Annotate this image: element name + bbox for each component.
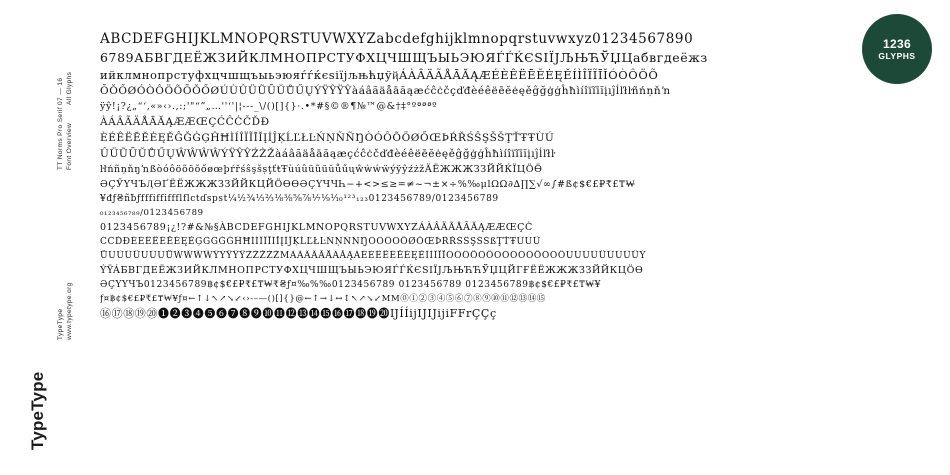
page-number-label: 07 — 16 All Glyphs xyxy=(57,71,73,105)
glyph-count-label: GLYPHS xyxy=(878,50,916,61)
glyph-line: ⑯⑰⑱⑲⑳❶❷❸❹❺❻❼❽❾❿⓫⓬⓭⓮⓯⓰⓱⓲⓳⓴ĲÍÍijIJIJijiFFrÇÇç xyxy=(100,307,497,320)
glyph-line: ¥đƒ₴ñƀƒfffiffiffflflctɗspst¼½¾⅓⅔⅛⅜⅝⅞⅐⅑⅒¹²³₁₂₃0123456789/0123456789 xyxy=(100,194,499,204)
glyph-line: ӘҪӲҮЧЪӅӘҐЁЁЖЖЖЗЗЙЙКЦЙӦӨӨӘҪҮЧЧҺ−+<>≤≥=≠~¬±×÷%‰μlΩΩ∂∆∏∑√∞∫#ß¢$€£₽₹£₸₩ xyxy=(100,179,636,190)
glyph-line: ŌŎŐØÓÒÔÖÕŌŎŐØÚÙÛÜŨŪŬŮŰŲÝŸŶŸŶàáâãäåāăąæćĉċčçďđèéêëēĕėęěĝğġģĥħìíîïĩīĭįıĵĺľłŀñńņňŉ xyxy=(100,85,671,97)
glyph-line: ÿŷ!¡?¿„“‘‚«»‹›.,:;'"“”„…''‘'|¦---_\/()[]{}·.•*#§©®¶№™@&†‡°ºªªªº xyxy=(100,101,438,112)
glyph-line: ƒ¤฿¢$€£₽₹£₸₩¥ƒ¤←↑↓↖↗↘↙‹›‐–—()[]{}@←↑→↓↔↕↖↗↘↙ММ⓪①②③④⑤⑥⑦⑧⑨⑩⑪⑫⑬⑭⑮ xyxy=(100,293,546,304)
glyph-line: ÀÁÂÃÄÅĀĂĄÆÆŒÇĆĈĊČĎĐ xyxy=(100,116,270,128)
glyph-line: 0123456789¡¿!?#&№§ÀBCDEFGHIJKLMNOPQRSTUVWXYZÁÀÂÄÃÅĀĂĄÆÆŒÇĊ xyxy=(100,221,533,233)
glyph-line: ABCDEFGHIJKLMNOPQRSTUVWXYZabcdefghijklmnopqrstuvwxyz01234567890 xyxy=(100,31,694,47)
glyph-line: ӘҪҮҮЧЪ0123456789฿¢$€£₽₹£₸₩₹₴ƒ¤‰%‰0123456789 0123456789 0123456789฿¢$€£₽₹£₸₩¥ xyxy=(100,279,601,290)
glyph-line: ŀłńñņňŋŉßòóôöõōŏőøœþŕřśŝşšșţťŧŦùúûüũūŭůűųŵẁẃẅýÿŷźżžÄЁЖЖЖЗЗЙЙЌЇЦӦӪ xyxy=(100,164,543,175)
glyph-line: 6789АБВГДЕЁЖЗИЙКЛМНОПРСТУФХЦЧШЩЪЫЬЭЮЯЃЃЌЄSІЇЈЉЊЋЎЏЦабвгдеёжз xyxy=(100,50,708,65)
sidebar xyxy=(0,0,96,475)
glyph-listing xyxy=(100,30,890,460)
website-label: TypeType www.typetype.org xyxy=(57,282,73,340)
glyph-line: ÈÉÊËĒĔĖĘĚĜĞĠĢĤĦÌÍÎÏĨĪĬĮİĴĶĹĽŁĿŃŅŇÑŊÒÓÔÕÖØŐŒÞŔŘŚŜŞŠŠŢŤŦŦÙÚ xyxy=(100,132,555,144)
font-name-label: TT Norms Pro Serif Font Overview xyxy=(57,106,73,170)
glyph-line: ÛÜŨŪŬŮŰŲŴŴŴŴÝŸŶŶŹŻŽàáâãäåāăąæçćĉċčďđèéêëēĕėęěĝğġģĥħìíîïĩīĭįıĵĺľłŀ xyxy=(100,148,555,160)
glyph-line: ₀₁₂₃₄₅₆₇₈₉/0123456789 xyxy=(100,208,204,218)
glyph-line: ĆČĎĐÈÉÊËĒĔĖĘĚĢĜĞĠĠĤĦÌÍÎÏĨĪĬĮİĴĶĹĽŁĿŃŅŇÑŊÒÓÔÕÖØŐŒÞŔŘŚŜŞŠŠßŢŤŦÙÚŰ xyxy=(100,236,541,247)
glyph-line: ийклмнопрстуфхцчшщъыьэюяѓѓќєsіїјљњћџўҋÁÀÂÄÃÅĀĂĄÆÉÈÊËĒĔĖĘĚÍÌÎÏĨĪĬÓÒÔÖÕ xyxy=(100,68,659,82)
glyph-line: ÝŸÁБВГДЕЁЖЗИЙКЛМНОПРСТУФХЦЧШЩЪЫЬЭЮЯЃЃЌЄSІЇЈЉЊЋЋЎЏЦЙГҒЁЁЖЖЖЗЗЙЙКЦӦӨ xyxy=(100,264,644,276)
glyph-count-value: 1236 xyxy=(883,36,911,51)
brand-name: TypeType xyxy=(28,371,47,450)
glyph-line: ŮÚÙÛÜŨŪŬŮŴŴŴŴŶÝŸŶŶŹŻŽŹŹMÀÁÂÄÃÅĀĂĄÁÉÈÊËĒĔĖĘĚÍÌÎÏĨÓÒÔÖÕŐŎÓÒÓÔÖÕÕŐŬÙÚÛÜÙÚÛÜÝ xyxy=(100,250,647,261)
